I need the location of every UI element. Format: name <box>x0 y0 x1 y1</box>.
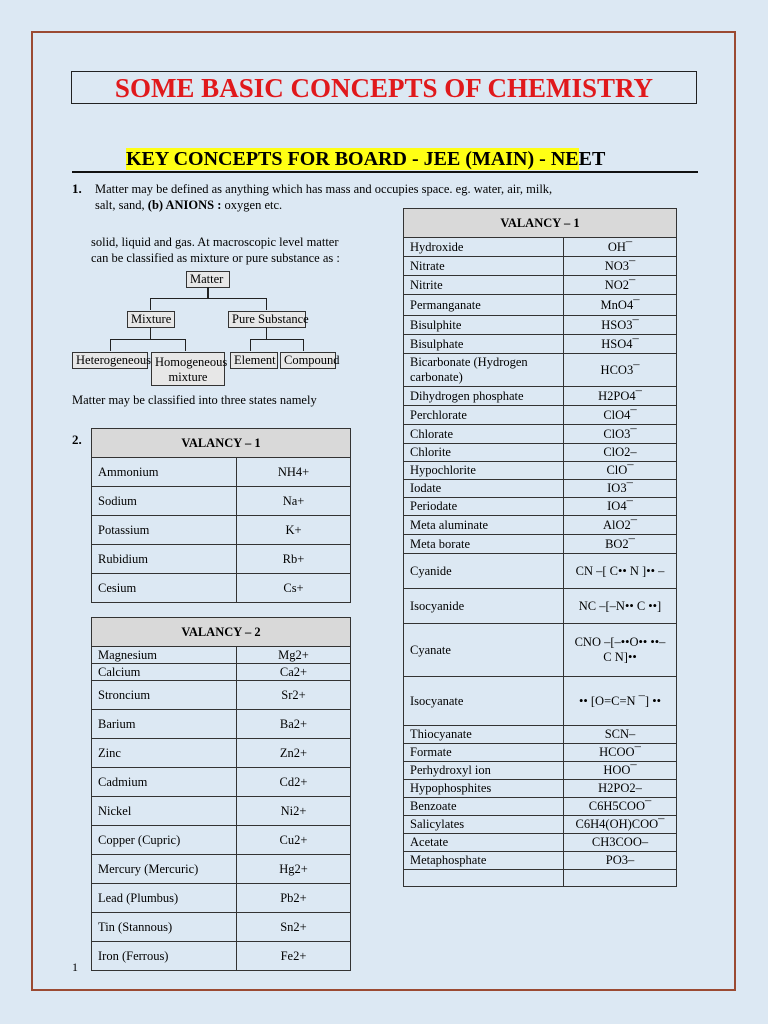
ion-name-cell: Sodium <box>92 487 237 516</box>
ion-name-cell: Tin (Stannous) <box>92 913 237 942</box>
ion-name-cell: Benzoate <box>404 798 564 816</box>
ion-name-cell: Potassium <box>92 516 237 545</box>
ion-formula-cell: Pb2+ <box>237 884 351 913</box>
table-row <box>92 574 351 603</box>
page-number: 1 <box>72 960 78 974</box>
ion-name-cell: Isocyanide <box>404 589 564 624</box>
ion-name-cell: Mercury (Mercuric) <box>92 855 237 884</box>
diagram-connector <box>150 327 151 339</box>
table-row <box>404 406 677 425</box>
ion-formula-cell: Sr2+ <box>237 681 351 710</box>
item-1-line-4: can be classified as mixture or pure substance as : <box>91 251 340 265</box>
table-row <box>404 444 677 462</box>
ion-name-cell: Metaphosphate <box>404 852 564 870</box>
ion-formula-cell: •• [O=C=N ¯] •• <box>564 677 677 726</box>
table-row <box>404 798 677 816</box>
table-row <box>404 276 677 295</box>
ion-name-cell: Bisulphite <box>404 316 564 335</box>
ion-name-cell: Ammonium <box>92 458 237 487</box>
table-header <box>92 618 351 647</box>
item-2-number: 2. <box>72 432 82 447</box>
ion-formula-cell: Hg2+ <box>237 855 351 884</box>
diagram-matter: Matter <box>186 271 230 288</box>
table-row <box>92 913 351 942</box>
ion-name-cell: Rubidium <box>92 545 237 574</box>
ion-formula-cell: Rb+ <box>237 545 351 574</box>
anion-valancy-1-table <box>403 208 677 887</box>
table-row <box>92 884 351 913</box>
anions-label: (b) ANIONS : <box>147 198 225 212</box>
ion-name-cell: Nitrate <box>404 257 564 276</box>
table-row <box>92 545 351 574</box>
ion-name-cell: Hypochlorite <box>404 462 564 480</box>
ion-formula-cell: C6H4(OH)COO¯ <box>564 816 677 834</box>
ion-name-cell: Permanganate <box>404 295 564 316</box>
ion-formula-cell: NO3¯ <box>564 257 677 276</box>
table-row <box>404 852 677 870</box>
ion-name-cell: Hydroxide <box>404 238 564 257</box>
diagram-heterogeneous: Heterogeneous <box>72 352 148 369</box>
ion-formula-cell: BO2¯ <box>564 535 677 554</box>
ion-formula-cell: ClO4¯ <box>564 406 677 425</box>
ion-name-cell: Cyanide <box>404 554 564 589</box>
table-row <box>404 498 677 516</box>
diagram-connector <box>150 298 151 310</box>
table-row <box>92 516 351 545</box>
diagram-connector <box>110 339 111 351</box>
item-1-number: 1. <box>72 181 82 196</box>
ion-formula-cell: Sn2+ <box>237 913 351 942</box>
table-row <box>404 387 677 406</box>
table-row <box>92 681 351 710</box>
ion-name-cell: Meta borate <box>404 535 564 554</box>
ion-formula-cell: MnO4¯ <box>564 295 677 316</box>
ion-formula-cell: AlO2¯ <box>564 516 677 535</box>
diagram-connector <box>250 339 251 351</box>
table-row <box>92 826 351 855</box>
diagram-mixture: Mixture <box>127 311 175 328</box>
cation-valancy-1-table <box>91 428 351 603</box>
ion-formula-cell: Mg2+ <box>237 647 351 664</box>
ion-formula-cell: PO3– <box>564 852 677 870</box>
table-row <box>404 677 677 726</box>
table-row <box>404 480 677 498</box>
ion-formula-cell: Cd2+ <box>237 768 351 797</box>
ion-name-cell: Cadmium <box>92 768 237 797</box>
ion-name-cell: Periodate <box>404 498 564 516</box>
ion-name-cell: Isocyanate <box>404 677 564 726</box>
ion-formula-cell: ClO3¯ <box>564 425 677 444</box>
subtitle-highlight: KEY CONCEPTS FOR BOARD - JEE (MAIN) - NE <box>126 148 579 170</box>
ion-name-cell: Thiocyanate <box>404 726 564 744</box>
ion-name-cell: Salicylates <box>404 816 564 834</box>
item-1-line-2 <box>95 197 282 213</box>
ion-name-cell: Chlorite <box>404 444 564 462</box>
table-row <box>404 425 677 444</box>
ion-name-cell: Nickel <box>92 797 237 826</box>
ion-formula-cell: Cu2+ <box>237 826 351 855</box>
diagram-compound: Compound <box>280 352 336 369</box>
table-row <box>404 870 677 887</box>
table-header-cell: VALANCY – 1 <box>404 209 677 238</box>
ion-name-cell: Perchlorate <box>404 406 564 425</box>
table-row <box>92 942 351 971</box>
table-row <box>404 316 677 335</box>
ion-formula-cell: ClO2– <box>564 444 677 462</box>
table-header <box>92 429 351 458</box>
diagram-element: Element <box>230 352 278 369</box>
diagram-connector <box>110 339 186 340</box>
table-row <box>404 335 677 354</box>
table-row <box>404 726 677 744</box>
ion-name-cell: Zinc <box>92 739 237 768</box>
ion-formula-cell: HSO3¯ <box>564 316 677 335</box>
ion-name-cell: Bisulphate <box>404 335 564 354</box>
table-row <box>92 710 351 739</box>
table-row <box>404 257 677 276</box>
ion-formula-cell: Ni2+ <box>237 797 351 826</box>
table-row <box>404 554 677 589</box>
ion-name-cell: Acetate <box>404 834 564 852</box>
diagram-connector <box>185 339 186 351</box>
ion-formula-cell <box>564 870 677 887</box>
table-row <box>92 487 351 516</box>
table-row <box>92 647 351 664</box>
ion-name-cell: Stroncium <box>92 681 237 710</box>
ion-formula-cell: HOO¯ <box>564 762 677 780</box>
subtitle-tail: ET <box>578 148 606 170</box>
ion-formula-cell: K+ <box>237 516 351 545</box>
table-row <box>92 855 351 884</box>
diagram-connector <box>266 298 267 310</box>
table-row <box>92 458 351 487</box>
ion-formula-cell: CNO –[–••O•• ••– C N]•• <box>564 624 677 677</box>
ion-formula-cell: Fe2+ <box>237 942 351 971</box>
ion-name-cell: Meta aluminate <box>404 516 564 535</box>
states-text: Matter may be classified into three states namely <box>72 393 317 407</box>
table-row <box>404 816 677 834</box>
ion-formula-cell: Ca2+ <box>237 664 351 681</box>
table-row <box>404 589 677 624</box>
ion-name-cell: Cyanate <box>404 624 564 677</box>
ion-formula-cell: Zn2+ <box>237 739 351 768</box>
diagram-homogeneous: Homogeneous mixture <box>151 352 225 386</box>
diagram-connector <box>303 339 304 351</box>
table-row <box>404 762 677 780</box>
ion-formula-cell: NO2¯ <box>564 276 677 295</box>
ion-name-cell <box>404 870 564 887</box>
ion-formula-cell: IO4¯ <box>564 498 677 516</box>
ion-name-cell: Magnesium <box>92 647 237 664</box>
table-row <box>92 768 351 797</box>
table-row <box>404 295 677 316</box>
table-header-cell: VALANCY – 1 <box>92 429 351 458</box>
ion-name-cell: Lead (Plumbus) <box>92 884 237 913</box>
subtitle <box>126 146 605 172</box>
item-1-line-2-end: oxygen etc. <box>224 198 283 212</box>
ion-formula-cell: HCO3¯ <box>564 354 677 387</box>
item-1-line-3: solid, liquid and gas. At macroscopic level matter <box>91 235 339 249</box>
ion-formula-cell: Cs+ <box>237 574 351 603</box>
table-row <box>404 744 677 762</box>
ion-name-cell: Cesium <box>92 574 237 603</box>
diagram-connector <box>250 339 304 340</box>
ion-name-cell: Nitrite <box>404 276 564 295</box>
table-row <box>92 797 351 826</box>
table-row <box>92 664 351 681</box>
table-row <box>404 780 677 798</box>
table-row <box>404 354 677 387</box>
table-row <box>404 516 677 535</box>
table-header-cell: VALANCY – 2 <box>92 618 351 647</box>
page-title: SOME BASIC CONCEPTS OF CHEMISTRY <box>71 71 697 104</box>
ion-formula-cell: IO3¯ <box>564 480 677 498</box>
ion-formula-cell: ClO¯ <box>564 462 677 480</box>
table-row <box>404 535 677 554</box>
ion-name-cell: Calcium <box>92 664 237 681</box>
item-1-line-1: Matter may be defined as anything which has mass and occupies space. eg. water, air, milk, <box>95 182 553 196</box>
ion-name-cell: Barium <box>92 710 237 739</box>
ion-name-cell: Iodate <box>404 480 564 498</box>
ion-name-cell: Bicarbonate (Hydrogen carbonate) <box>404 354 564 387</box>
diagram-pure-substance: Pure Substance <box>228 311 306 328</box>
item-1-line-2-start: salt, sand, <box>95 198 148 212</box>
table-row <box>404 462 677 480</box>
table-row <box>404 624 677 677</box>
ion-formula-cell: C6H5COO¯ <box>564 798 677 816</box>
ion-formula-cell: HSO4¯ <box>564 335 677 354</box>
diagram-connector <box>150 298 267 299</box>
ion-formula-cell: SCN– <box>564 726 677 744</box>
table-row <box>92 739 351 768</box>
table-row <box>404 238 677 257</box>
ion-formula-cell: OH¯ <box>564 238 677 257</box>
table-header <box>404 209 677 238</box>
subtitle-rule <box>72 171 698 173</box>
ion-name-cell: Dihydrogen phosphate <box>404 387 564 406</box>
ion-formula-cell: CH3COO– <box>564 834 677 852</box>
table-row <box>404 834 677 852</box>
ion-formula-cell: H2PO4¯ <box>564 387 677 406</box>
ion-name-cell: Hypophosphites <box>404 780 564 798</box>
ion-formula-cell: Na+ <box>237 487 351 516</box>
ion-name-cell: Formate <box>404 744 564 762</box>
ion-name-cell: Perhydroxyl ion <box>404 762 564 780</box>
ion-formula-cell: HCOO¯ <box>564 744 677 762</box>
ion-formula-cell: H2PO2– <box>564 780 677 798</box>
ion-formula-cell: NH4+ <box>237 458 351 487</box>
cation-valancy-2-table <box>91 617 351 971</box>
ion-formula-cell: NC –[–N•• C ••] <box>564 589 677 624</box>
ion-name-cell: Chlorate <box>404 425 564 444</box>
ion-name-cell: Copper (Cupric) <box>92 826 237 855</box>
ion-name-cell: Iron (Ferrous) <box>92 942 237 971</box>
ion-formula-cell: Ba2+ <box>237 710 351 739</box>
ion-formula-cell: CN –[ C•• N ]•• – <box>564 554 677 589</box>
diagram-connector <box>266 327 267 339</box>
